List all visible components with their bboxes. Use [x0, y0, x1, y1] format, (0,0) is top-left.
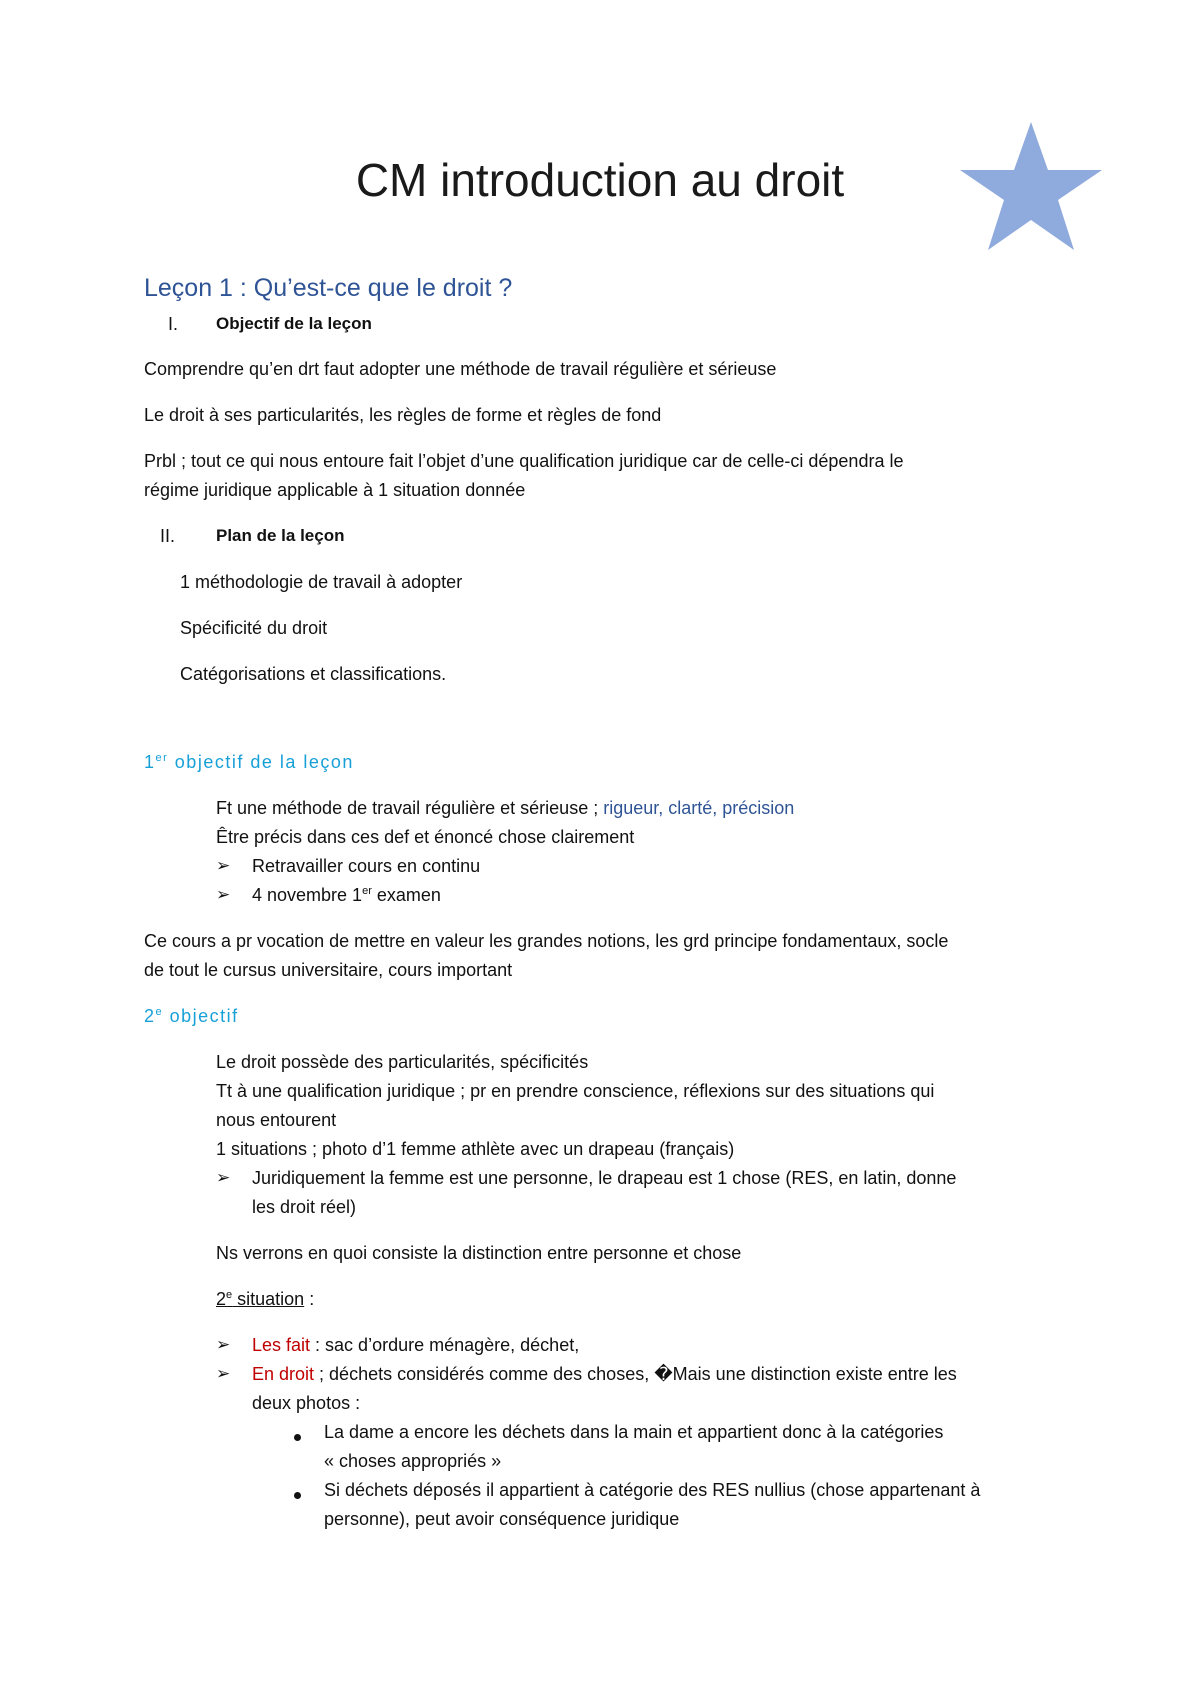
plan-item: Spécificité du droit [180, 618, 328, 638]
objective-2-line-1: Le droit possède des particularités, spécificités [216, 1052, 589, 1072]
arrow-bullet-icon: ➢ [216, 856, 231, 875]
sub-bullet-2-line-1: Si déchets déposés il appartient à catégorie des RES nullius (chose appartenant à [324, 1480, 981, 1500]
paragraph-3-line-1: Prbl ; tout ce qui nous entoure fait l’objet d’une qualification juridique car de celle-ci dépendra le [144, 451, 904, 471]
sub-bullet-2-line-2: personne), peut avoir conséquence juridique [324, 1509, 680, 1529]
objective-2-line-3: nous entourent [216, 1110, 337, 1130]
droit-bullet-line-1: En droit ; déchets considérés comme des choses, �Mais une distinction existe entre les [252, 1364, 957, 1384]
droit-label: En droit [252, 1364, 315, 1384]
arrow-bullet-icon: ➢ [216, 1168, 231, 1187]
objective-1-line-2: Être précis dans ces def et énoncé chose clairement [216, 827, 635, 847]
section-1-number: I. [168, 314, 179, 334]
objective-2-bullet-1-line-1: Juridiquement la femme est une personne, le drapeau est 1 chose (RES, en latin, donne [252, 1168, 957, 1188]
objective-2-line-2: Tt à une qualification juridique ; pr en prendre conscience, réflexions sur des situations qui [216, 1081, 935, 1101]
situation-2-heading: 2e situation : [216, 1289, 315, 1309]
arrow-bullet-icon: ➢ [216, 1364, 231, 1383]
paragraph-4-line-2: de tout le cursus universitaire, cours important [144, 960, 513, 980]
objective-2-line-4: 1 situations ; photo d’1 femme athlète avec un drapeau (français) [216, 1139, 735, 1159]
paragraph-3-line-2: régime juridique applicable à 1 situation donnée [144, 480, 526, 500]
bullet-dot-icon [294, 1428, 301, 1446]
sub-bullet-1-line-2: « choses appropriés » [324, 1451, 502, 1471]
plan-item: Catégorisations et classifications. [180, 664, 447, 684]
fait-bullet: Les fait : sac d’ordure ménagère, déchet, [252, 1335, 580, 1355]
highlight-text: rigueur, clarté, précision [603, 798, 795, 818]
arrow-bullet-icon: ➢ [216, 885, 231, 904]
bullet-dot-icon [294, 1486, 301, 1504]
objective-1-bullet-2: 4 novembre 1er examen [252, 885, 441, 905]
paragraph-4-line-1: Ce cours a pr vocation de mettre en valeur les grandes notions, les grd principe fondamentaux, socle [144, 931, 949, 951]
fait-label: Les fait [252, 1335, 311, 1355]
paragraph-2: Le droit à ses particularités, les règles de forme et règles de fond [144, 405, 662, 425]
objective-2-heading: 2e objectif [144, 1006, 239, 1026]
sub-bullet-1-line-1: La dame a encore les déchets dans la main et appartient donc à la catégories [324, 1422, 944, 1442]
paragraph-1: Comprendre qu’en drt faut adopter une méthode de travail régulière et sérieuse [144, 359, 777, 379]
arrow-bullet-icon: ➢ [216, 1335, 231, 1354]
objective-1-heading: 1er objectif de la leçon [144, 752, 354, 772]
objective-1-bullet-1: Retravailler cours en continu [252, 856, 481, 876]
lesson-heading: Leçon 1 : Qu’est-ce que le droit ? [144, 274, 513, 302]
droit-bullet-line-2: deux photos : [252, 1393, 361, 1413]
plan-item: 1 méthodologie de travail à adopter [180, 572, 463, 592]
section-2-heading: Plan de la leçon [216, 526, 345, 545]
document-title: CM introduction au droit [355, 154, 845, 206]
paragraph-5: Ns verrons en quoi consiste la distinction entre personne et chose [216, 1243, 742, 1263]
objective-2-bullet-1-line-2: les droit réel) [252, 1197, 357, 1217]
section-1-heading: Objectif de la leçon [216, 314, 372, 333]
objective-1-line-1: Ft une méthode de travail régulière et sérieuse ; rigueur, clarté, précision [216, 798, 795, 818]
section-2-number: II. [160, 526, 176, 546]
